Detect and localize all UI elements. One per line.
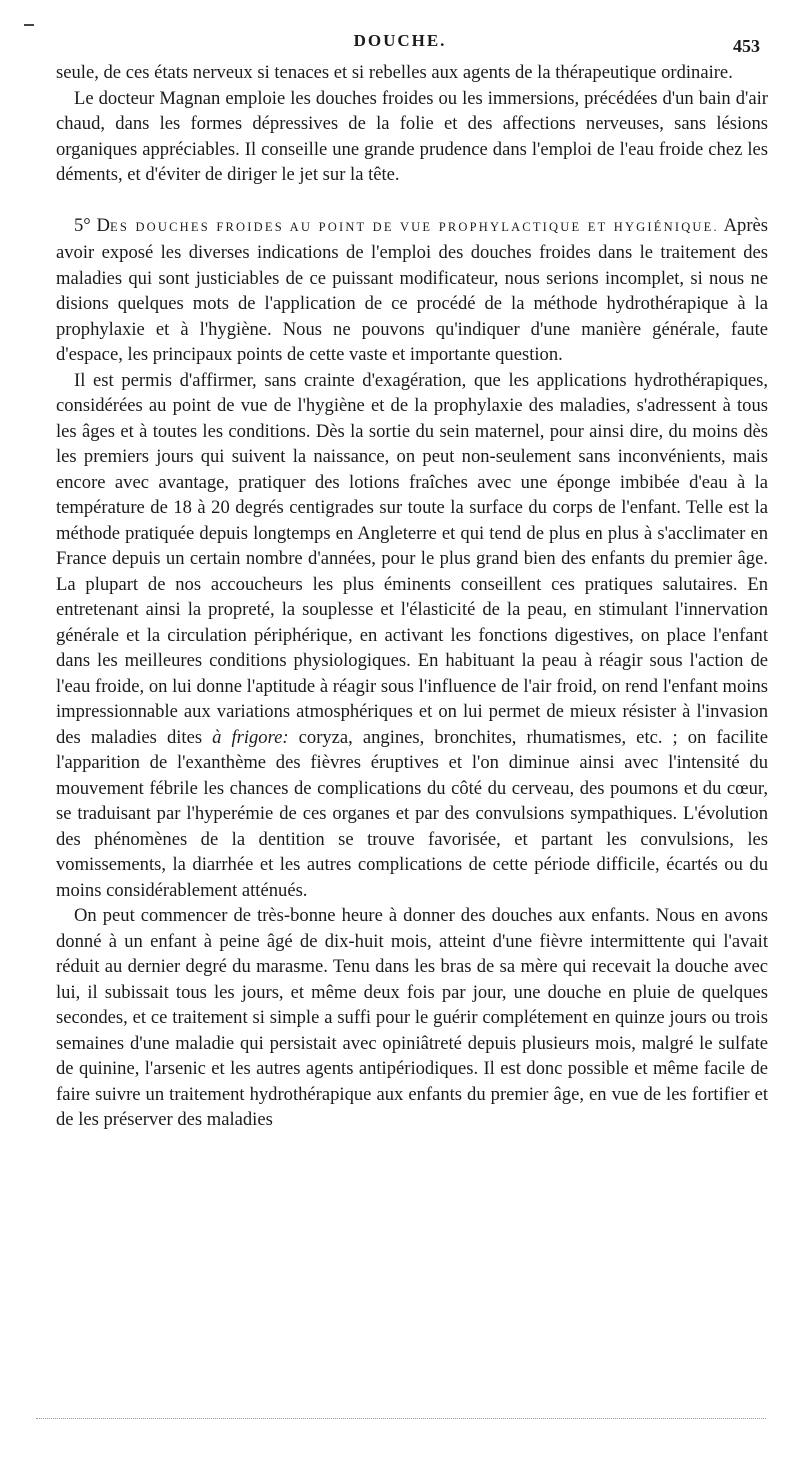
page-header <box>0 28 800 56</box>
section-title <box>97 215 719 236</box>
paragraph-hygiene <box>56 368 768 904</box>
section-prophylaxis <box>56 213 768 368</box>
paragraph-magnan: Le docteur Magnan emploie les douches froides ou les immersions, précédées d'un bain d'air chaud, dans les formes dépressives de la folie et des affections nerveuses, sans lésions organiques appréciables. Il conseille une grande prudence dans l'emploi de l'eau froide chez les déments, et d'éviter de diriger le jet sur la tête. <box>56 87 768 185</box>
paragraph-hygiene-text-2: coryza, angines, bronchites, rhumatismes, etc. ; on facilite l'apparition de l'exanthème des fièvres éruptives et l'on diminue ainsi avec l'intensité du mouvement fébrile les chances de complications du côté du cerveau, des poumons et du cœur, se traduisant par l'hyperémie de ces organes et par des convulsions sympathiques. L'évolution des phénomènes de la dentition se trouve favorisée, et partant les convulsions, les vomissements, la diarrhée et les autres complications de cette période difficile, écartés ou du moins considérablement atténués. <box>56 726 768 901</box>
page-number: 453 <box>733 36 760 56</box>
footer-dotted-rule <box>36 1418 766 1419</box>
section-title-initial: D <box>96 214 110 236</box>
body-text <box>56 60 768 1133</box>
paragraph-hygiene-text-1: Il est permis d'affirmer, sans crainte d'exagération, que les applications hydrothérapiques, considérées au point de vue de l'hygiène et de la prophylaxie des maladies, s'adressent à tous les âges et à toutes les conditions. Dès la sortie du sein maternel, pour ainsi dire, du moins dès les premiers jours qui suivent la naissance, on peut non-seulement sans inconvénients, mais encore avec avantage, pratiquer des lotions fraîches avec une éponge imbibée d'eau à la température de 18 à 20 degrés centigrades sur toute la surface du corps de l'enfant. Telle est la méthode pratiquée depuis longtemps en Angleterre et qui tend de plus en plus à s'acclimater en France depuis un certain nombre d'années, pour le plus grand bien des enfants du premier âge. La plupart de nos accoucheurs les plus éminents conseillent ces pratiques salutaires. En entretenant ainsi la propreté, la souplesse et l'élasticité de la peau, en stimulant l'innervation générale et la circulation périphérique, en activant les fonctions digestives, on place l'enfant dans les meilleures conditions physiologiques. En habituant la peau à réagir sous l'action de l'eau froide, on lui donne l'aptitude à réagir sous l'influence de l'air froid, on rend l'enfant moins impressionnable aux variations atmosphériques et on lui permet de mieux résister à l'invasion des maladies dites <box>56 369 768 748</box>
running-head: DOUCHE. <box>353 31 447 50</box>
margin-mark <box>24 24 34 26</box>
section-title-rest: ES DOUCHES FROIDES AU POINT DE VUE PROPHYLACTIQUE ET HYGIÉNIQUE. <box>109 219 719 234</box>
section-number: 5° <box>74 214 91 236</box>
paragraph-continuation: seule, de ces états nerveux si tenaces et si rebelles aux agents de la thérapeutique ordinaire. <box>56 62 733 83</box>
paragraph-children-douches: On peut commencer de très-bonne heure à donner des douches aux enfants. Nous en avons donné à un enfant à peine âgé de dix-huit mois, atteint d'une fièvre intermittente qui l'avait réduit au dernier degré du marasme. Tenu dans les bras de sa mère qui recevait la douche avec lui, il subissait tous les jours, et même deux fois par jour, une douche en pluie de quelques secondes, et ce traitement si simple a suffi pour le guérir complétement en quinze jours ou trois semaines d'une maladie qui persistait avec opiniâtreté depuis plusieurs mois, malgré le sulfate de quinine, l'arsenic et les autres agents antipériodiques. Il est donc possible et même facile de faire suivre un traitement hydrothérapique aux enfants du premier âge, en vue de les fortifier et de les préserver des maladies <box>56 905 768 1130</box>
italic-term: à frigore: <box>212 726 289 748</box>
section-body: Après avoir exposé les diverses indications de l'emploi des douches froides dans le traitement des maladies qui sont justiciables de ce puissant modificateur, nous serions incomplet, si nous ne disions quelques mots de l'application de ce procédé de la méthode hydrothérapique à la prophylaxie et à l'hygiène. Nous ne pouvons qu'indiquer d'une manière générale, faute d'espace, les principaux points de cette vaste et importante question. <box>56 214 768 365</box>
